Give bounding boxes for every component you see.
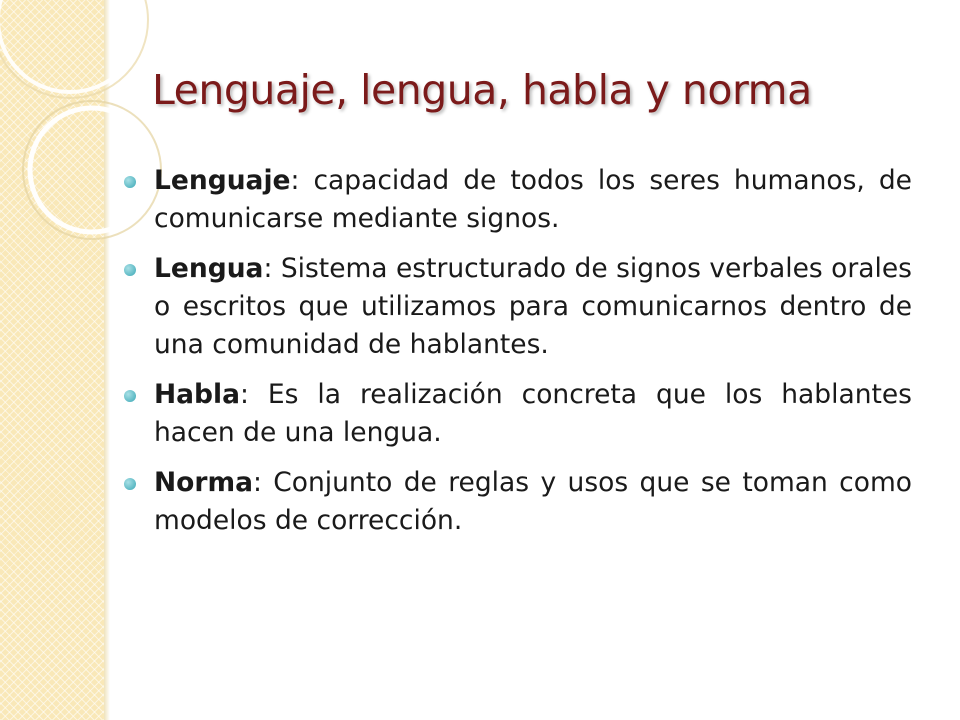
term-label: Lengua: [154, 253, 264, 284]
term-definition: : Sistema estructurado de signos verbales orales o escritos que utilizamos para comunicarnos dentro de una comunidad de hablantes.: [154, 253, 912, 360]
list-item-lenguaje: [118, 162, 912, 238]
list-item-lengua: [118, 250, 912, 364]
bullet-list: [118, 162, 912, 552]
decorative-side-band: [0, 0, 105, 720]
side-band-edge: [104, 0, 110, 720]
list-item-habla: [118, 376, 912, 452]
bullet-icon: [124, 390, 136, 402]
term-label: Lenguaje: [154, 165, 291, 196]
term-label: Norma: [154, 467, 253, 498]
bullet-icon: [124, 176, 136, 188]
term-definition: : Es la realización concreta que los hablantes hacen de una lengua.: [154, 379, 912, 448]
slide-title: Lenguaje, lengua, habla y norma: [152, 66, 812, 114]
bullet-icon: [124, 478, 136, 490]
term-definition: : Conjunto de reglas y usos que se toman como modelos de corrección.: [154, 467, 912, 536]
term-definition: : capacidad de todos los seres humanos, de comunicarse mediante signos.: [154, 165, 912, 234]
bullet-icon: [124, 264, 136, 276]
list-item-norma: [118, 464, 912, 540]
term-label: Habla: [154, 379, 240, 410]
